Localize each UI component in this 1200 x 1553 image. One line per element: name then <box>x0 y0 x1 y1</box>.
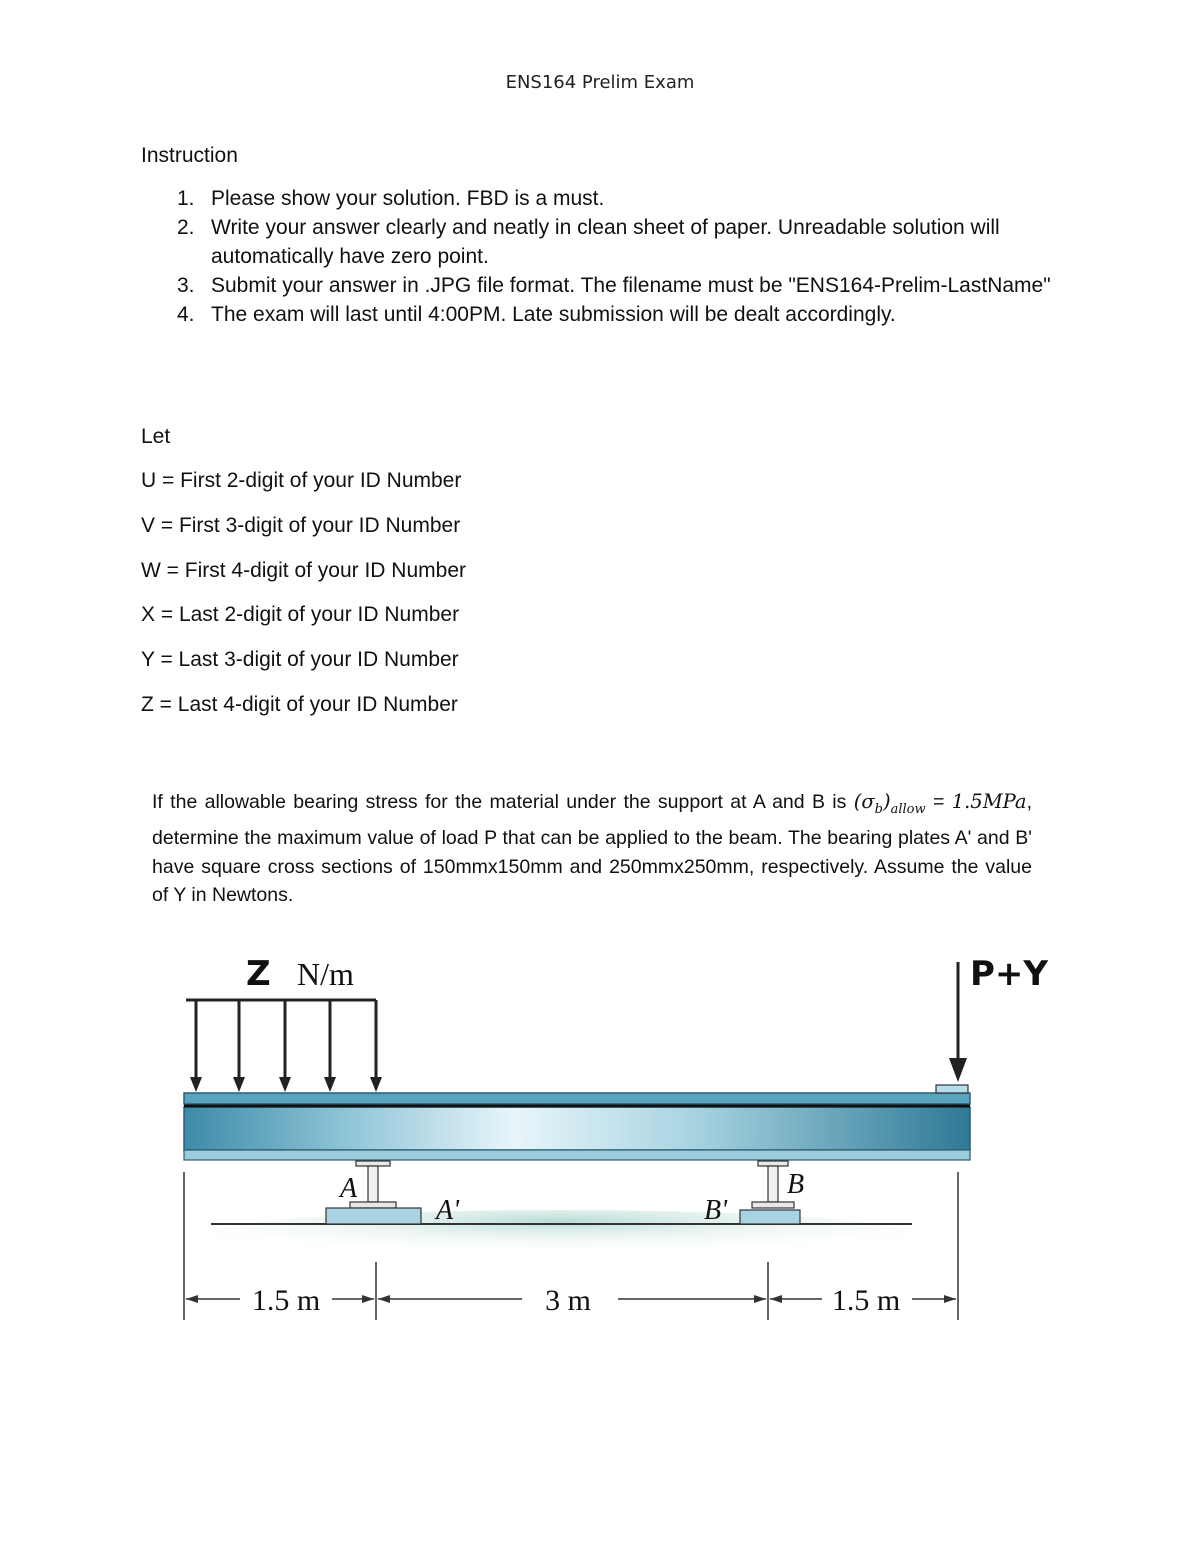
variable-u: U = First 2-digit of your ID Number <box>141 469 462 492</box>
support-b-label: B <box>787 1169 805 1200</box>
page-header: ENS164 Prelim Exam <box>505 72 695 93</box>
problem-statement <box>152 788 1032 910</box>
item-number: 4. <box>177 303 195 326</box>
let-title: Let <box>141 425 171 448</box>
dimension-left: 1.5 m <box>251 1284 321 1317</box>
item-number: 2. <box>177 216 195 239</box>
variable-y: Y = Last 3-digit of your ID Number <box>141 648 459 672</box>
support-a-label: A <box>340 1173 358 1204</box>
variable-x: X = Last 2-digit of your ID Number <box>141 603 460 627</box>
beam-web <box>184 1107 970 1150</box>
variable-z: Z = Last 4-digit of your ID Number <box>141 692 458 716</box>
dimension-right: 1.5 m <box>831 1284 901 1317</box>
distributed-load-arrows <box>186 1000 376 1080</box>
bearing-plate-b <box>740 1210 800 1224</box>
plate-a-label: A' <box>436 1195 460 1226</box>
dimension-middle: 3 m <box>545 1284 591 1317</box>
instruction-item <box>141 184 1061 213</box>
point-load-label: P+Y <box>970 954 1049 994</box>
plate-b-label: B' <box>704 1195 728 1226</box>
stress-expression: $(\sigma_b)_{allow}$ <box>853 790 926 817</box>
item-number: 1. <box>177 187 195 210</box>
instruction-item <box>141 271 1061 300</box>
instruction-title: Instruction <box>141 144 238 167</box>
problem-text-1: If the allowable bearing stress for the material under the support at A and B is <box>152 791 854 813</box>
variable-definitions <box>141 467 466 736</box>
problem-text-2: , determine the maximum value of load P that can be applied to the beam. The bearing plates A' and B' have square cross sections of 150mmx150mm and 250mmx250mm, respectively. Assume the value of Y in Newtons. <box>152 791 1032 907</box>
dist-load-variable: Z <box>246 954 271 994</box>
bearing-plate-a <box>326 1208 421 1224</box>
distributed-load-arrowheads <box>190 1077 382 1092</box>
item-text: Submit your answer in .JPG file format. The filename must be "ENS164-Prelim-LastName" <box>211 274 1051 297</box>
instruction-list <box>141 184 1061 329</box>
item-text: Write your answer clearly and neatly in clean sheet of paper. Unreadable solution will automatically have zero point. <box>211 216 1000 268</box>
variable-w: W = First 4-digit of your ID Number <box>141 558 466 582</box>
item-text: Please show your solution. FBD is a must. <box>211 187 605 210</box>
load-pad <box>936 1085 968 1093</box>
instruction-item <box>141 300 1061 329</box>
stress-value: 1.5MPa <box>951 790 1027 813</box>
item-text: The exam will last until 4:00PM. Late submission will be dealt accordingly. <box>211 303 896 326</box>
dist-load-unit: N/m <box>297 956 354 992</box>
equals-sign: = <box>925 791 952 813</box>
beam-top-flange <box>184 1093 970 1104</box>
ground-shadow <box>190 1210 930 1266</box>
instruction-item <box>141 213 1061 271</box>
beam-diagram <box>0 930 1200 1340</box>
variable-v: V = First 3-digit of your ID Number <box>141 513 461 537</box>
beam-bottom-flange <box>184 1150 970 1160</box>
point-load-arrowhead <box>949 1058 967 1082</box>
item-number: 3. <box>177 274 195 297</box>
